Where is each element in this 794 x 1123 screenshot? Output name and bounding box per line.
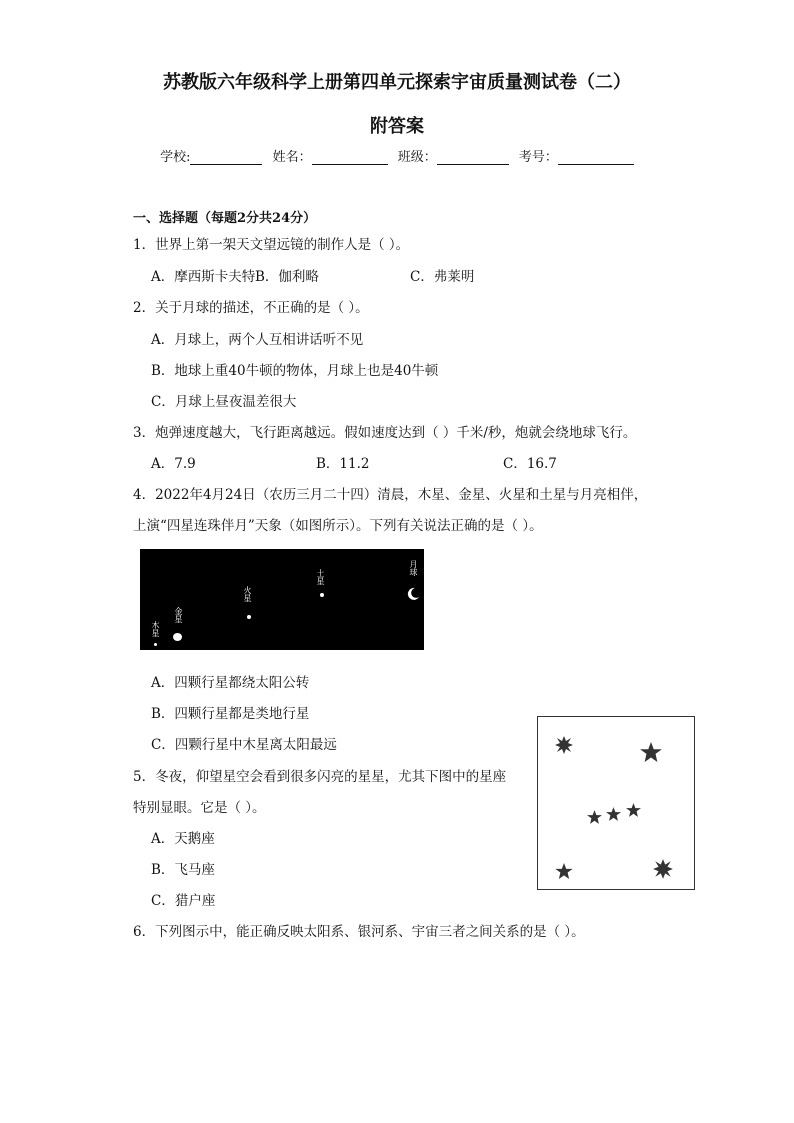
venus-label: 金星 (174, 607, 183, 623)
star-icon (606, 807, 621, 821)
q4-option-b[interactable]: B．四颗行星都是类地行星 (151, 706, 310, 722)
venus-dot (173, 633, 182, 641)
page-title: 苏教版六年级科学上册第四单元探索宇宙质量测试卷（二） (163, 72, 631, 93)
school-label: 学校: (160, 150, 191, 165)
jupiter-label: 木星 (151, 621, 160, 637)
q1-option-c[interactable]: C．弗莱明 (410, 269, 475, 285)
burst-star-icon (554, 735, 574, 755)
class-label: 班级： (397, 150, 437, 165)
q5-option-b[interactable]: B．飞马座 (151, 862, 215, 878)
name-label: 姓名： (272, 150, 312, 165)
mars-dot (247, 615, 251, 619)
q3-option-b[interactable]: B．11.2 (316, 456, 370, 472)
section-header: 一、选择题（每题2分共24分） (133, 211, 317, 226)
constellation-figure (537, 716, 695, 890)
q4-option-c[interactable]: C．四颗行星中木星离太阳最远 (151, 737, 337, 753)
q1-option-b[interactable]: B．伽利略 (255, 269, 319, 285)
q1-option-a[interactable]: A．摩西斯卡夫特 (151, 269, 256, 285)
name-field[interactable] (273, 146, 388, 165)
question-3-stem: 3．炮弹速度越大，飞行距离越远。假如速度达到（ ）千米/秒，炮就会绕地球飞行。 (133, 425, 637, 441)
saturn-dot (320, 593, 324, 597)
class-blank[interactable] (437, 150, 509, 165)
q3-option-c[interactable]: C．16.7 (503, 456, 557, 472)
star-icon (555, 863, 573, 879)
question-4-stem-line1: 4．2022年4月24日（农历三月二十四）清晨，木星、金星、火星和土星与月亮相伴， (133, 487, 648, 503)
burst-star-icon (652, 858, 674, 880)
question-1-stem: 1．世界上第一架天文望远镜的制作人是（ ）。 (133, 237, 410, 253)
question-5-stem-line1: 5．冬夜，仰望星空会看到很多闪亮的星星，尤其下图中的星座 (133, 769, 507, 785)
four-planets-figure (140, 549, 424, 650)
jupiter-dot (154, 643, 157, 646)
question-6-stem: 6．下列图示中，能正确反映太阳系、银河系、宇宙三者之间关系的是（ ）。 (133, 924, 585, 940)
q2-option-b[interactable]: B．地球上重40牛顿的物体，月球上也是40牛顿 (151, 363, 439, 379)
q5-option-a[interactable]: A．天鹅座 (151, 831, 215, 847)
q2-option-a[interactable]: A．月球上，两个人互相讲话听不见 (151, 332, 364, 348)
question-4-stem-line2: 上演“四星连珠伴月”天象（如图所示）。下列有关说法正确的是（ ）。 (133, 518, 543, 534)
q3-option-a[interactable]: A．7.9 (151, 456, 196, 472)
question-2-stem: 2．关于月球的描述，不正确的是（ ）。 (133, 300, 369, 316)
name-blank[interactable] (312, 150, 388, 165)
school-field[interactable] (160, 146, 262, 165)
q2-option-c[interactable]: C．月球上昼夜温差很大 (151, 394, 297, 410)
question-5-stem-line2: 特别显眼。它是（ ）。 (133, 800, 266, 816)
moon-label: 月球 (409, 560, 418, 576)
exam-no-blank[interactable] (558, 150, 634, 165)
student-info-row (0, 146, 794, 165)
exam-no-field[interactable] (519, 146, 634, 165)
class-field[interactable] (398, 146, 509, 165)
mars-label: 火星 (243, 586, 252, 602)
page-subtitle: 附答案 (370, 116, 424, 137)
exam-no-label: 考号： (518, 150, 558, 165)
star-icon (640, 742, 662, 762)
school-blank[interactable] (190, 150, 262, 165)
saturn-label: 土星 (316, 569, 325, 585)
crescent-moon-icon (406, 587, 420, 601)
star-icon (587, 810, 602, 824)
q5-option-c[interactable]: C．猎户座 (151, 893, 216, 909)
star-icon (626, 803, 641, 817)
q4-option-a[interactable]: A．四颗行星都绕太阳公转 (151, 675, 310, 691)
